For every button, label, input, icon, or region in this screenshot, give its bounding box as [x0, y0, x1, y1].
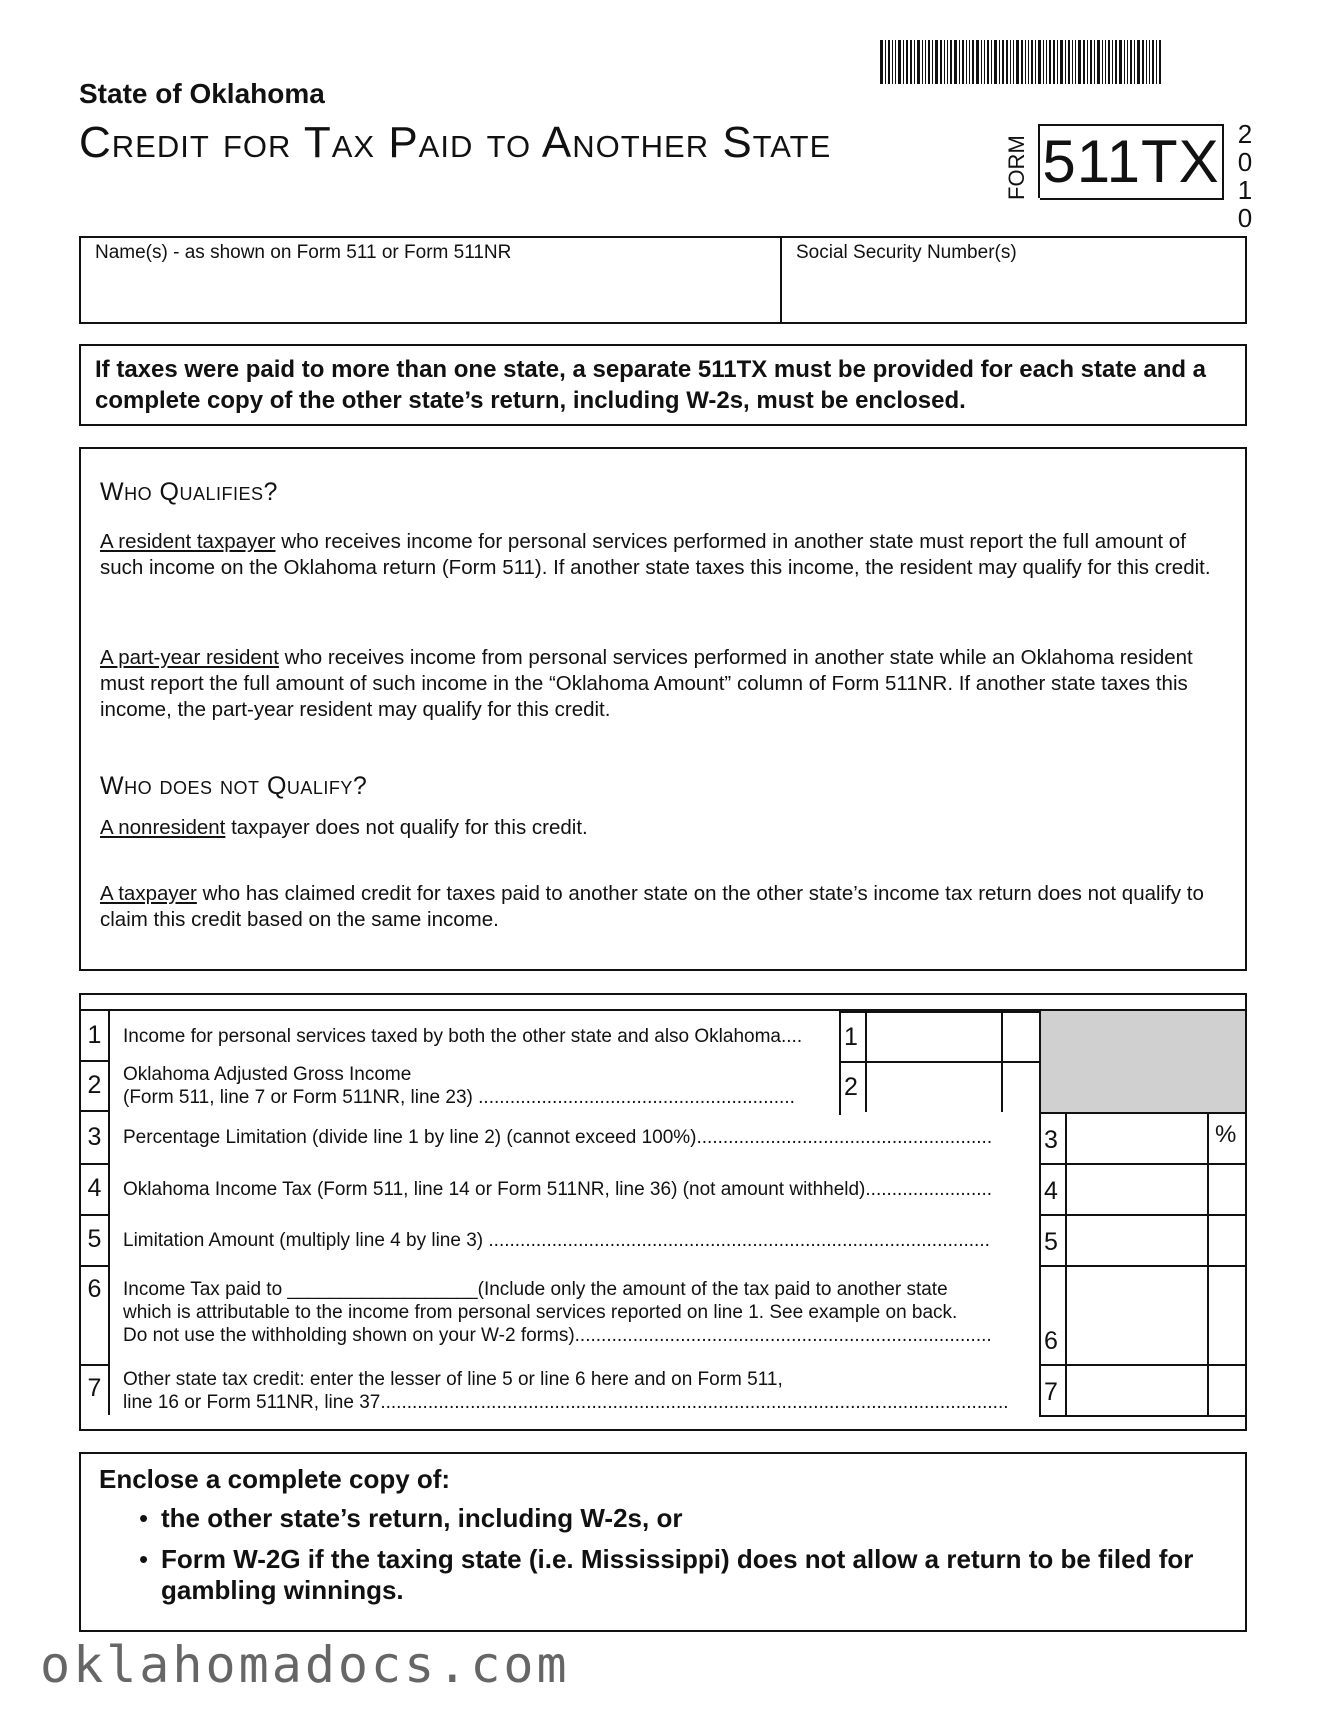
- barcode-bar: [1156, 40, 1157, 84]
- barcode-bar: [928, 40, 930, 84]
- barcode-bar: [885, 40, 886, 84]
- barcode-bar: [950, 40, 952, 84]
- barcode-bar: [1025, 40, 1026, 84]
- barcode-bar: [888, 40, 890, 84]
- year-digit: 0: [1237, 203, 1253, 233]
- barcode-bar: [917, 40, 920, 84]
- line-number: 1: [81, 1011, 110, 1062]
- barcode-bar: [935, 40, 938, 84]
- barcode-bar: [1127, 40, 1128, 84]
- divider: [1039, 1214, 1245, 1216]
- barcode-bar: [1060, 40, 1063, 84]
- nonresident-text: taxpayer does not qualify for this credit.: [225, 816, 588, 839]
- ssn-field[interactable]: [782, 238, 1245, 322]
- resident-text: who receives income for personal services performed in another state must report the full amount of such income on the Oklahoma return (Form 511). If another state taxes this income, the resident may qualify for this credit.: [100, 530, 1211, 579]
- barcode-bar: [1057, 40, 1058, 84]
- barcode-bar: [947, 40, 948, 84]
- line-text: Income Tax paid to __________________(Include only the amount of the tax paid to another state which is attributable to the income from personal services reported on line 1. See example on back. Do not use the withholding shown on your W-2 forms)...............................................................................: [123, 1279, 992, 1346]
- line-2-input[interactable]: [871, 1065, 997, 1107]
- amount-label: 2: [844, 1073, 858, 1101]
- amount-label: 1: [844, 1023, 858, 1051]
- ssn-label: Social Security Number(s): [796, 242, 1017, 263]
- nonresident-paragraph: [100, 815, 1225, 841]
- taxpayer-term: A taxpayer: [100, 882, 197, 905]
- computation-table: [79, 993, 1247, 1431]
- who-not-qualify-heading: Who does not Qualify?: [100, 772, 368, 800]
- part-year-term: A part-year resident: [100, 646, 279, 669]
- barcode-bar: [1159, 40, 1161, 84]
- line-number: 7: [81, 1364, 110, 1415]
- barcode-bar: [898, 40, 901, 84]
- barcode-bar: [940, 40, 942, 84]
- line-text: Other state tax credit: enter the lesser of line 5 or line 6 here and on Form 511, line 16 or Form 511NR, line 37.......................................................................................................................: [123, 1369, 1009, 1413]
- barcode-bar: [910, 40, 912, 84]
- barcode-bar: [966, 40, 967, 84]
- divider: [839, 1061, 1041, 1063]
- barcode-bar: [1149, 40, 1150, 84]
- divider: [1039, 1364, 1245, 1366]
- who-qualifies-heading: Who Qualifies?: [100, 478, 278, 506]
- line-number: 3: [81, 1112, 110, 1165]
- line-number: 5: [81, 1214, 110, 1267]
- enclose-list: [99, 1503, 1227, 1606]
- barcode-bar: [1006, 40, 1008, 84]
- form-year: [1234, 120, 1256, 232]
- barcode-bar: [932, 40, 933, 84]
- line-1-input[interactable]: [871, 1015, 997, 1057]
- barcode-bar: [994, 40, 997, 84]
- form-title: Credit for Tax Paid to Another State: [79, 118, 832, 167]
- barcode-bar: [922, 40, 923, 84]
- barcode-bar: [1102, 40, 1103, 84]
- multi-state-notice: If taxes were paid to more than one state, a separate 511TX must be provided for each state and a complete copy of the other state’s return, including W-2s, must be enclosed.: [79, 344, 1247, 426]
- barcode-bar: [1046, 40, 1047, 84]
- line-number: 2: [81, 1060, 110, 1112]
- shaded-area: [1041, 1011, 1245, 1112]
- barcode-bar: [1146, 40, 1147, 84]
- form-number: 511TX: [1040, 124, 1224, 200]
- table-top-bar: [81, 995, 1245, 1011]
- barcode-bar: [1035, 40, 1036, 84]
- taxpayer-paragraph: [100, 881, 1225, 933]
- qualification-section: [79, 447, 1247, 971]
- barcode-bar: [1115, 40, 1117, 84]
- barcode-bar: [976, 40, 979, 84]
- line-number: 6: [81, 1265, 110, 1366]
- barcode-bar: [944, 40, 945, 84]
- enclose-section: [79, 1452, 1247, 1632]
- barcode-bar: [962, 40, 964, 84]
- line-3-input[interactable]: [1071, 1116, 1203, 1160]
- name-ssn-box: [79, 236, 1247, 324]
- barcode-bar: [895, 40, 896, 84]
- resident-paragraph: [100, 529, 1225, 581]
- line-number: 4: [81, 1163, 110, 1216]
- divider: [865, 1011, 867, 1112]
- percent-sign: %: [1215, 1121, 1237, 1148]
- barcode-bar: [1108, 40, 1110, 84]
- barcode-bar: [987, 40, 989, 84]
- amount-label: 5: [1044, 1228, 1058, 1256]
- name-field[interactable]: [81, 238, 782, 322]
- barcode-bar: [1094, 40, 1095, 84]
- barcode-bar: [972, 40, 974, 84]
- barcode-bar: [1013, 40, 1014, 84]
- barcode-bar: [1028, 40, 1029, 84]
- barcode-bar: [1097, 40, 1100, 84]
- year-digit: 1: [1237, 175, 1253, 205]
- watermark: oklahomadocs.com: [40, 1636, 570, 1694]
- amount-label: 4: [1044, 1177, 1058, 1205]
- barcode-bar: [959, 40, 960, 84]
- amount-label: 7: [1044, 1378, 1058, 1406]
- barcode-bar: [981, 40, 982, 84]
- form-word: FORM: [1004, 135, 1029, 200]
- barcode-bar: [1002, 40, 1004, 84]
- line-4-input[interactable]: [1071, 1167, 1203, 1211]
- barcode-bar: [880, 40, 883, 84]
- barcode-bar: [1090, 40, 1092, 84]
- barcode-bar: [1021, 40, 1023, 84]
- barcode-bar: [1142, 40, 1144, 84]
- barcode-bar: [1038, 40, 1041, 84]
- barcode-bar: [954, 40, 957, 84]
- list-item: • Form W-2G if the taxing state (i.e. Mississippi) does not allow a return to be filed for gambling winnings.: [139, 1544, 1227, 1606]
- barcode-bar: [1119, 40, 1122, 84]
- line-5-input[interactable]: [1071, 1218, 1203, 1262]
- year-digit: 0: [1237, 147, 1253, 177]
- amount-label: 3: [1044, 1126, 1058, 1154]
- barcode-bar: [1049, 40, 1051, 84]
- barcode-bar: [1078, 40, 1081, 84]
- barcode-bar: [906, 40, 908, 84]
- line-text: Percentage Limitation (divide line 1 by line 2) (cannot exceed 100%)........................................................: [123, 1127, 993, 1148]
- line-6-input[interactable]: [1071, 1269, 1203, 1361]
- barcode-bar: [1053, 40, 1055, 84]
- barcode: [880, 40, 1252, 84]
- divider: [1001, 1011, 1003, 1112]
- barcode-bar: [1152, 40, 1154, 84]
- year-digit: 2: [1237, 119, 1253, 149]
- barcode-bar: [1087, 40, 1088, 84]
- barcode-bar: [1130, 40, 1132, 84]
- line-text: Oklahoma Adjusted Gross Income (Form 511, line 7 or Form 511NR, line 23) ............................................................: [123, 1064, 795, 1108]
- barcode-bar: [1072, 40, 1073, 84]
- barcode-bar: [1065, 40, 1066, 84]
- barcode-bar: [969, 40, 970, 84]
- barcode-bar: [1137, 40, 1140, 84]
- resident-term: A resident taxpayer: [100, 530, 276, 553]
- barcode-bar: [1083, 40, 1085, 84]
- barcode-bar: [984, 40, 985, 84]
- barcode-bar: [892, 40, 893, 84]
- line-7-input[interactable]: [1071, 1368, 1203, 1412]
- barcode-bar: [1105, 40, 1106, 84]
- barcode-bar: [991, 40, 992, 84]
- divider: [1039, 1163, 1245, 1165]
- barcode-bar: [1124, 40, 1125, 84]
- list-item: • the other state’s return, including W-2s, or: [139, 1503, 1227, 1534]
- enclose-heading: Enclose a complete copy of:: [99, 1464, 451, 1494]
- line-text: Income for personal services taxed by both the other state and also Oklahoma....: [123, 1026, 803, 1047]
- divider: [1039, 1415, 1245, 1417]
- barcode-bar: [925, 40, 926, 84]
- part-year-paragraph: [100, 645, 1225, 723]
- barcode-bar: [903, 40, 904, 84]
- taxpayer-text: who has claimed credit for taxes paid to another state on the other state’s income tax return does not qualify to claim this credit based on the same income.: [100, 882, 1204, 931]
- line-text: Limitation Amount (multiply line 4 by line 3) ...............................................................................................: [123, 1230, 990, 1251]
- barcode-bar: [1043, 40, 1044, 84]
- divider: [1041, 1112, 1245, 1114]
- barcode-bar: [999, 40, 1000, 84]
- barcode-bar: [1075, 40, 1076, 84]
- nonresident-term: A nonresident: [100, 816, 226, 839]
- state-name: State of Oklahoma: [79, 78, 325, 109]
- barcode-bar: [1031, 40, 1033, 84]
- barcode-bar: [914, 40, 915, 84]
- divider: [1039, 1265, 1245, 1267]
- part-year-text: who receives income from personal services performed in another state while an Oklahoma resident must report the full amount of such income in the “Oklahoma Amount” column of Form 511NR. If another state taxes this income, the part-year resident may qualify for this credit.: [100, 646, 1193, 721]
- barcode-bar: [1134, 40, 1135, 84]
- barcode-bar: [1112, 40, 1113, 84]
- barcode-bar: [1016, 40, 1019, 84]
- barcode-bar: [1068, 40, 1070, 84]
- name-label: Name(s) - as shown on Form 511 or Form 511NR: [95, 242, 512, 263]
- line-text: Oklahoma Income Tax (Form 511, line 14 or Form 511NR, line 36) (not amount withheld)........................: [123, 1179, 993, 1200]
- amount-label: 6: [1044, 1327, 1058, 1355]
- barcode-bar: [1010, 40, 1011, 84]
